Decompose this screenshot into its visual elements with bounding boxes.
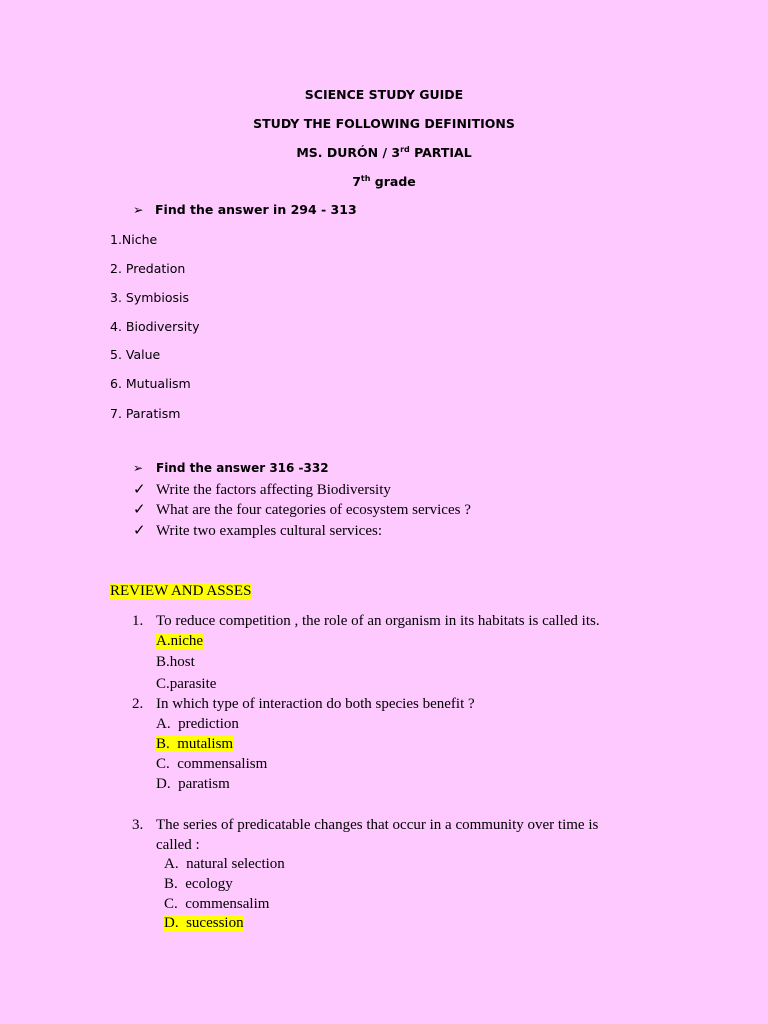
q1-option-b: B.host — [156, 654, 195, 670]
teacher-partial: PARTIAL — [409, 145, 472, 161]
option-text: paratism — [178, 776, 230, 792]
q1-option-c: C.parasite — [156, 676, 217, 692]
option-text: sucession — [186, 915, 244, 931]
q3-option-a — [164, 856, 285, 873]
question-1 — [0, 613, 768, 633]
option-letter: D. — [164, 915, 179, 931]
grade-line — [0, 174, 768, 189]
teacher-name: MS. DURÓN / 3 — [296, 145, 401, 161]
arrow-bullet-icon: ➢ — [133, 202, 144, 217]
arrow-bullet-icon: ➢ — [133, 461, 144, 475]
task-text: Write the factors affecting Biodiversity — [156, 482, 391, 498]
q3-option-b — [164, 876, 233, 893]
question-text: To reduce competition , the role of an organism in its habitats is called its. — [156, 613, 600, 629]
term-biodiversity: 4. Biodiversity — [110, 319, 200, 334]
option-text: commensalism — [177, 756, 268, 772]
option-letter: A. — [164, 856, 179, 872]
q3-option-d — [164, 915, 244, 932]
option-text: commensalim — [185, 896, 270, 912]
term-mutualism: 6. Mutualism — [110, 376, 191, 391]
grade-sup: th — [360, 174, 371, 183]
q2-option-a — [156, 716, 239, 733]
task-row — [133, 500, 471, 519]
checkmark-icon: ✓ — [133, 482, 146, 498]
task-text: Write two examples cultural services: — [156, 523, 382, 539]
answer-highlight — [156, 736, 233, 752]
section1-instruction: Find the answer in 294 - 313 — [155, 202, 357, 217]
question-3 — [0, 817, 768, 837]
question-text-cont: called : — [156, 837, 200, 853]
checkmark-icon: ✓ — [133, 523, 146, 539]
option-text: natural selection — [186, 856, 285, 872]
q2-option-d — [156, 776, 230, 793]
term-predation: 2. Predation — [110, 261, 186, 276]
review-heading — [110, 583, 251, 600]
answer-highlight — [164, 915, 244, 931]
grade-label: grade — [370, 174, 416, 190]
grade-num: 7 — [352, 174, 361, 190]
option-text: mutalism — [177, 736, 234, 752]
option-text: ecology — [185, 876, 233, 892]
option-text: prediction — [178, 716, 239, 732]
question-text: In which type of interaction do both species benefit ? — [156, 696, 475, 712]
option-letter: B. — [164, 876, 178, 892]
q2-option-c — [156, 756, 267, 773]
term-symbiosis: 3. Symbiosis — [110, 290, 189, 305]
section1-instruction-row — [133, 202, 357, 217]
teacher-line — [0, 145, 768, 160]
option-letter: A. — [156, 716, 171, 732]
option-letter: B. — [156, 736, 170, 752]
question-number: 2. — [132, 696, 144, 712]
doc-title: SCIENCE STUDY GUIDE — [304, 87, 464, 102]
task-text: What are the four categories of ecosystem services ? — [156, 502, 471, 518]
term-niche: 1.Niche — [110, 232, 158, 247]
q3-option-c — [164, 896, 269, 913]
option-letter: C. — [164, 896, 178, 912]
q1-option-a — [156, 633, 203, 650]
term-paratism: 7. Paratism — [110, 406, 181, 421]
q2-option-b — [156, 736, 233, 753]
doc-subtitle: STUDY THE FOLLOWING DEFINITIONS — [253, 116, 515, 131]
question-text: The series of predicatable changes that occur in a community over time is — [156, 817, 599, 833]
answer-highlight: A.niche — [156, 633, 204, 649]
section2-instruction: Find the answer 316 -332 — [156, 461, 329, 475]
teacher-sup: rd — [400, 145, 410, 154]
option-letter: C. — [156, 756, 170, 772]
question-2 — [0, 696, 768, 716]
term-value: 5. Value — [110, 347, 161, 362]
section2-instruction-row — [133, 461, 329, 475]
question-number: 1. — [132, 613, 144, 629]
task-row — [133, 480, 391, 499]
question-number: 3. — [132, 817, 144, 833]
option-letter: D. — [156, 776, 171, 792]
review-heading-text: REVIEW AND ASSES — [110, 583, 252, 599]
task-row — [133, 521, 382, 540]
checkmark-icon: ✓ — [133, 502, 146, 518]
